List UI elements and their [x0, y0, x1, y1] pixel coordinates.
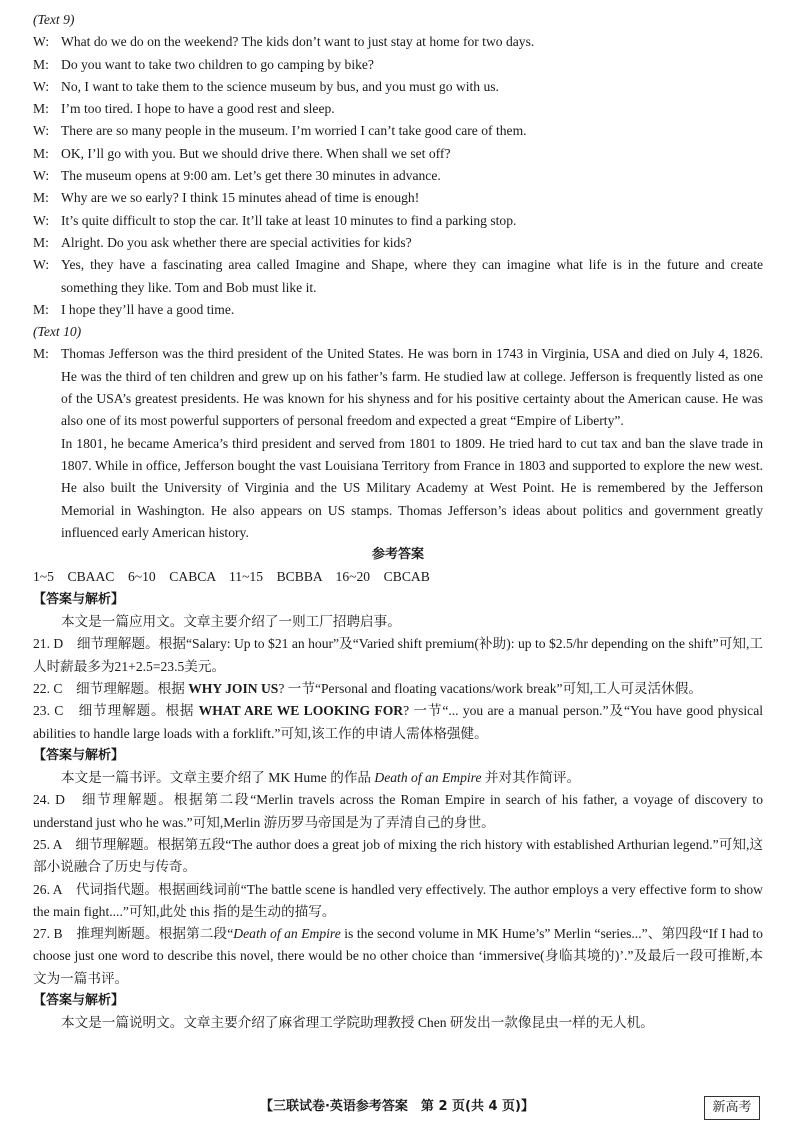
speaker-label: W: — [33, 168, 50, 184]
dialogue-line — [33, 76, 763, 98]
dialogue-line — [33, 254, 763, 299]
passage-c-intro: 本文是一篇说明文。文章主要介绍了麻省理工学院助理教授 Chen 研发出一款像昆虫一样的无人机。 — [61, 1015, 654, 1031]
speaker-label: W: — [33, 34, 50, 50]
analysis-header-c: 【答案与解析】 — [33, 993, 125, 1009]
speaker-label: M: — [33, 145, 49, 161]
dialogue-line — [33, 165, 763, 187]
analysis-header-b: 【答案与解析】 — [33, 747, 125, 763]
dialogue-line — [33, 187, 763, 209]
question-22: 22. C 细节理解题。根据 WHY JOIN US? 一节“Personal and floating vacations/work break”可知,工人可灵活休假。 — [33, 680, 702, 696]
text9-label: (Text 9) — [33, 12, 75, 27]
question-26: 26. A 代词指代题。根据画线词前“The battle scene is handled very effectively. The author employs a very effective form to show the main fight....”可知,此处 this 指的是生动的描写。 — [33, 881, 763, 919]
dialogue-line — [33, 31, 763, 53]
dialogue-line — [33, 299, 763, 321]
dialogue-text: The museum opens at 9:00 am. Let’s get there 30 minutes in advance. — [61, 168, 441, 184]
question-24: 24. D 细节理解题。根据第二段“Merlin travels across the Roman Empire in search of his father, a voyage of discovery to understand just who he was.”可知,Merlin 游历罗马帝国是为了弄清自己的身世。 — [33, 792, 763, 830]
question-25: 25. A 细节理解题。根据第五段“The author does a great job of mixing the rich history with established Arthurian legend.”可知,这部小说融合了历史与传奇。 — [33, 836, 763, 875]
answer-key-line: 1~5 CBAAC 6~10 CABCA 11~15 BCBBA 16~20 CBCAB — [33, 569, 430, 585]
text10-label: (Text 10) — [33, 324, 82, 340]
text10-paragraph-2: In 1801, he became America’s third president and served from 1801 to 1809. He tried hard to cut tax and ban the slave trade in 1807. While in office, Jefferson bought the vast Louisiana Territory from France in 1803 and supported to explore the new west. He also built the University of Virginia and the US Military Academy at West Point. He is remembered by the Jefferson Memorial in Washington. He also appears on US stamps. Thomas Jefferson’s ideas about politics and government greatly influenced early American history. — [61, 435, 763, 540]
speaker-label: M: — [33, 56, 49, 72]
dialogue-text: No, I want to take them to the science museum by bus, and you must go with us. — [61, 78, 499, 94]
question-27: 27. B 推理判断题。根据第二段“Death of an Empire is the second volume in MK Hume’s” Merlin “series...”、第四段“If I had to choose just one word to describe this novel, there would be no other choice than ‘immersive(身临其境的)’.”及最后一段可推断,本文为一篇书评。 — [33, 926, 763, 986]
answers-title: 参考答案 — [371, 547, 424, 563]
text10-paragraph-1: M: Thomas Jefferson was the third president of the United States. He was born in 1743 in Virginia, USA and died on July 4, 1826. He was the third of ten children and grew up on his father’s farm. He studied law at college. Jefferson is frequently listed as one of the USA’s greatest presidents. He was known for his shyness and for his positive certainty about the American cause. He was also one of its most powerful supporters of personal freedom and expected a great “Empire of Liberty”. — [33, 346, 763, 429]
dialogue-line — [33, 232, 763, 254]
speaker-label: W: — [33, 123, 50, 139]
dialogue-text: Do you want to take two children to go camping by bike? — [61, 56, 374, 72]
speaker-label: W: — [33, 257, 50, 273]
dialogue-line — [33, 210, 763, 232]
dialogue-text: I’m too tired. I hope to have a good rest and sleep. — [61, 101, 335, 117]
speaker-label: W: — [33, 78, 50, 94]
dialogue-line — [33, 98, 763, 120]
question-21: 21. D 细节理解题。根据“Salary: Up to $21 an hour”及“Varied shift premium(补助): up to $2.5/hr depending on the shift”可知,工人时薪最多为21+2.5=23.5美元。 — [33, 636, 763, 674]
dialogue-text: OK, I’ll go with you. But we should drive there. When shall we set off? — [61, 145, 451, 161]
dialogue-text: Alright. Do you ask whether there are special activities for kids? — [61, 234, 412, 250]
passage-a-intro: 本文是一篇应用文。文章主要介绍了一则工厂招聘启事。 — [61, 614, 401, 630]
speaker-label: M: — [33, 301, 49, 317]
dialogue-text: Why are we so early? I think 15 minutes ahead of time is enough! — [61, 190, 420, 206]
answer-key-page — [33, 9, 763, 1035]
analysis-header-a: 【答案与解析】 — [33, 591, 125, 607]
dialogue-text: What do we do on the weekend? The kids don’t want to just stay at home for two days. — [61, 34, 535, 50]
exam-type-badge: 新高考 — [704, 1096, 760, 1120]
speaker-label: M: — [33, 190, 49, 206]
dialogue-text: I hope they’ll have a good time. — [61, 301, 235, 317]
speaker-label: M: — [33, 101, 49, 117]
question-23: 23. C 细节理解题。根据 WHAT ARE WE LOOKING FOR? 一节“... you are a manual person.”及“You have good physical abilities to handle large loads with a forklift.”可知,该工作的申请人需体格强健。 — [33, 703, 763, 741]
dialogue-text: It’s quite difficult to stop the car. It’ll take at least 10 minutes to find a parking stop. — [61, 212, 517, 228]
text9-dialogue — [33, 31, 763, 321]
dialogue-line — [33, 120, 763, 142]
dialogue-text: Yes, they have a fascinating area called Imagine and Shape, where they can imagine what life is in the future and create something they like. Tom and Bob must like it. — [61, 257, 763, 295]
dialogue-line — [33, 54, 763, 76]
page-footer: 【三联试卷·英语参考答案 第 2 页(共 4 页)】 — [259, 1099, 535, 1114]
dialogue-line — [33, 143, 763, 165]
speaker-label: M: — [33, 234, 49, 250]
dialogue-text: There are so many people in the museum. I’m worried I can’t take good care of them. — [61, 123, 527, 139]
speaker-label: W: — [33, 212, 50, 228]
passage-b-intro: 本文是一篇书评。文章主要介绍了 MK Hume 的作品 Death of an Empire 并对其作简评。 — [61, 770, 581, 786]
